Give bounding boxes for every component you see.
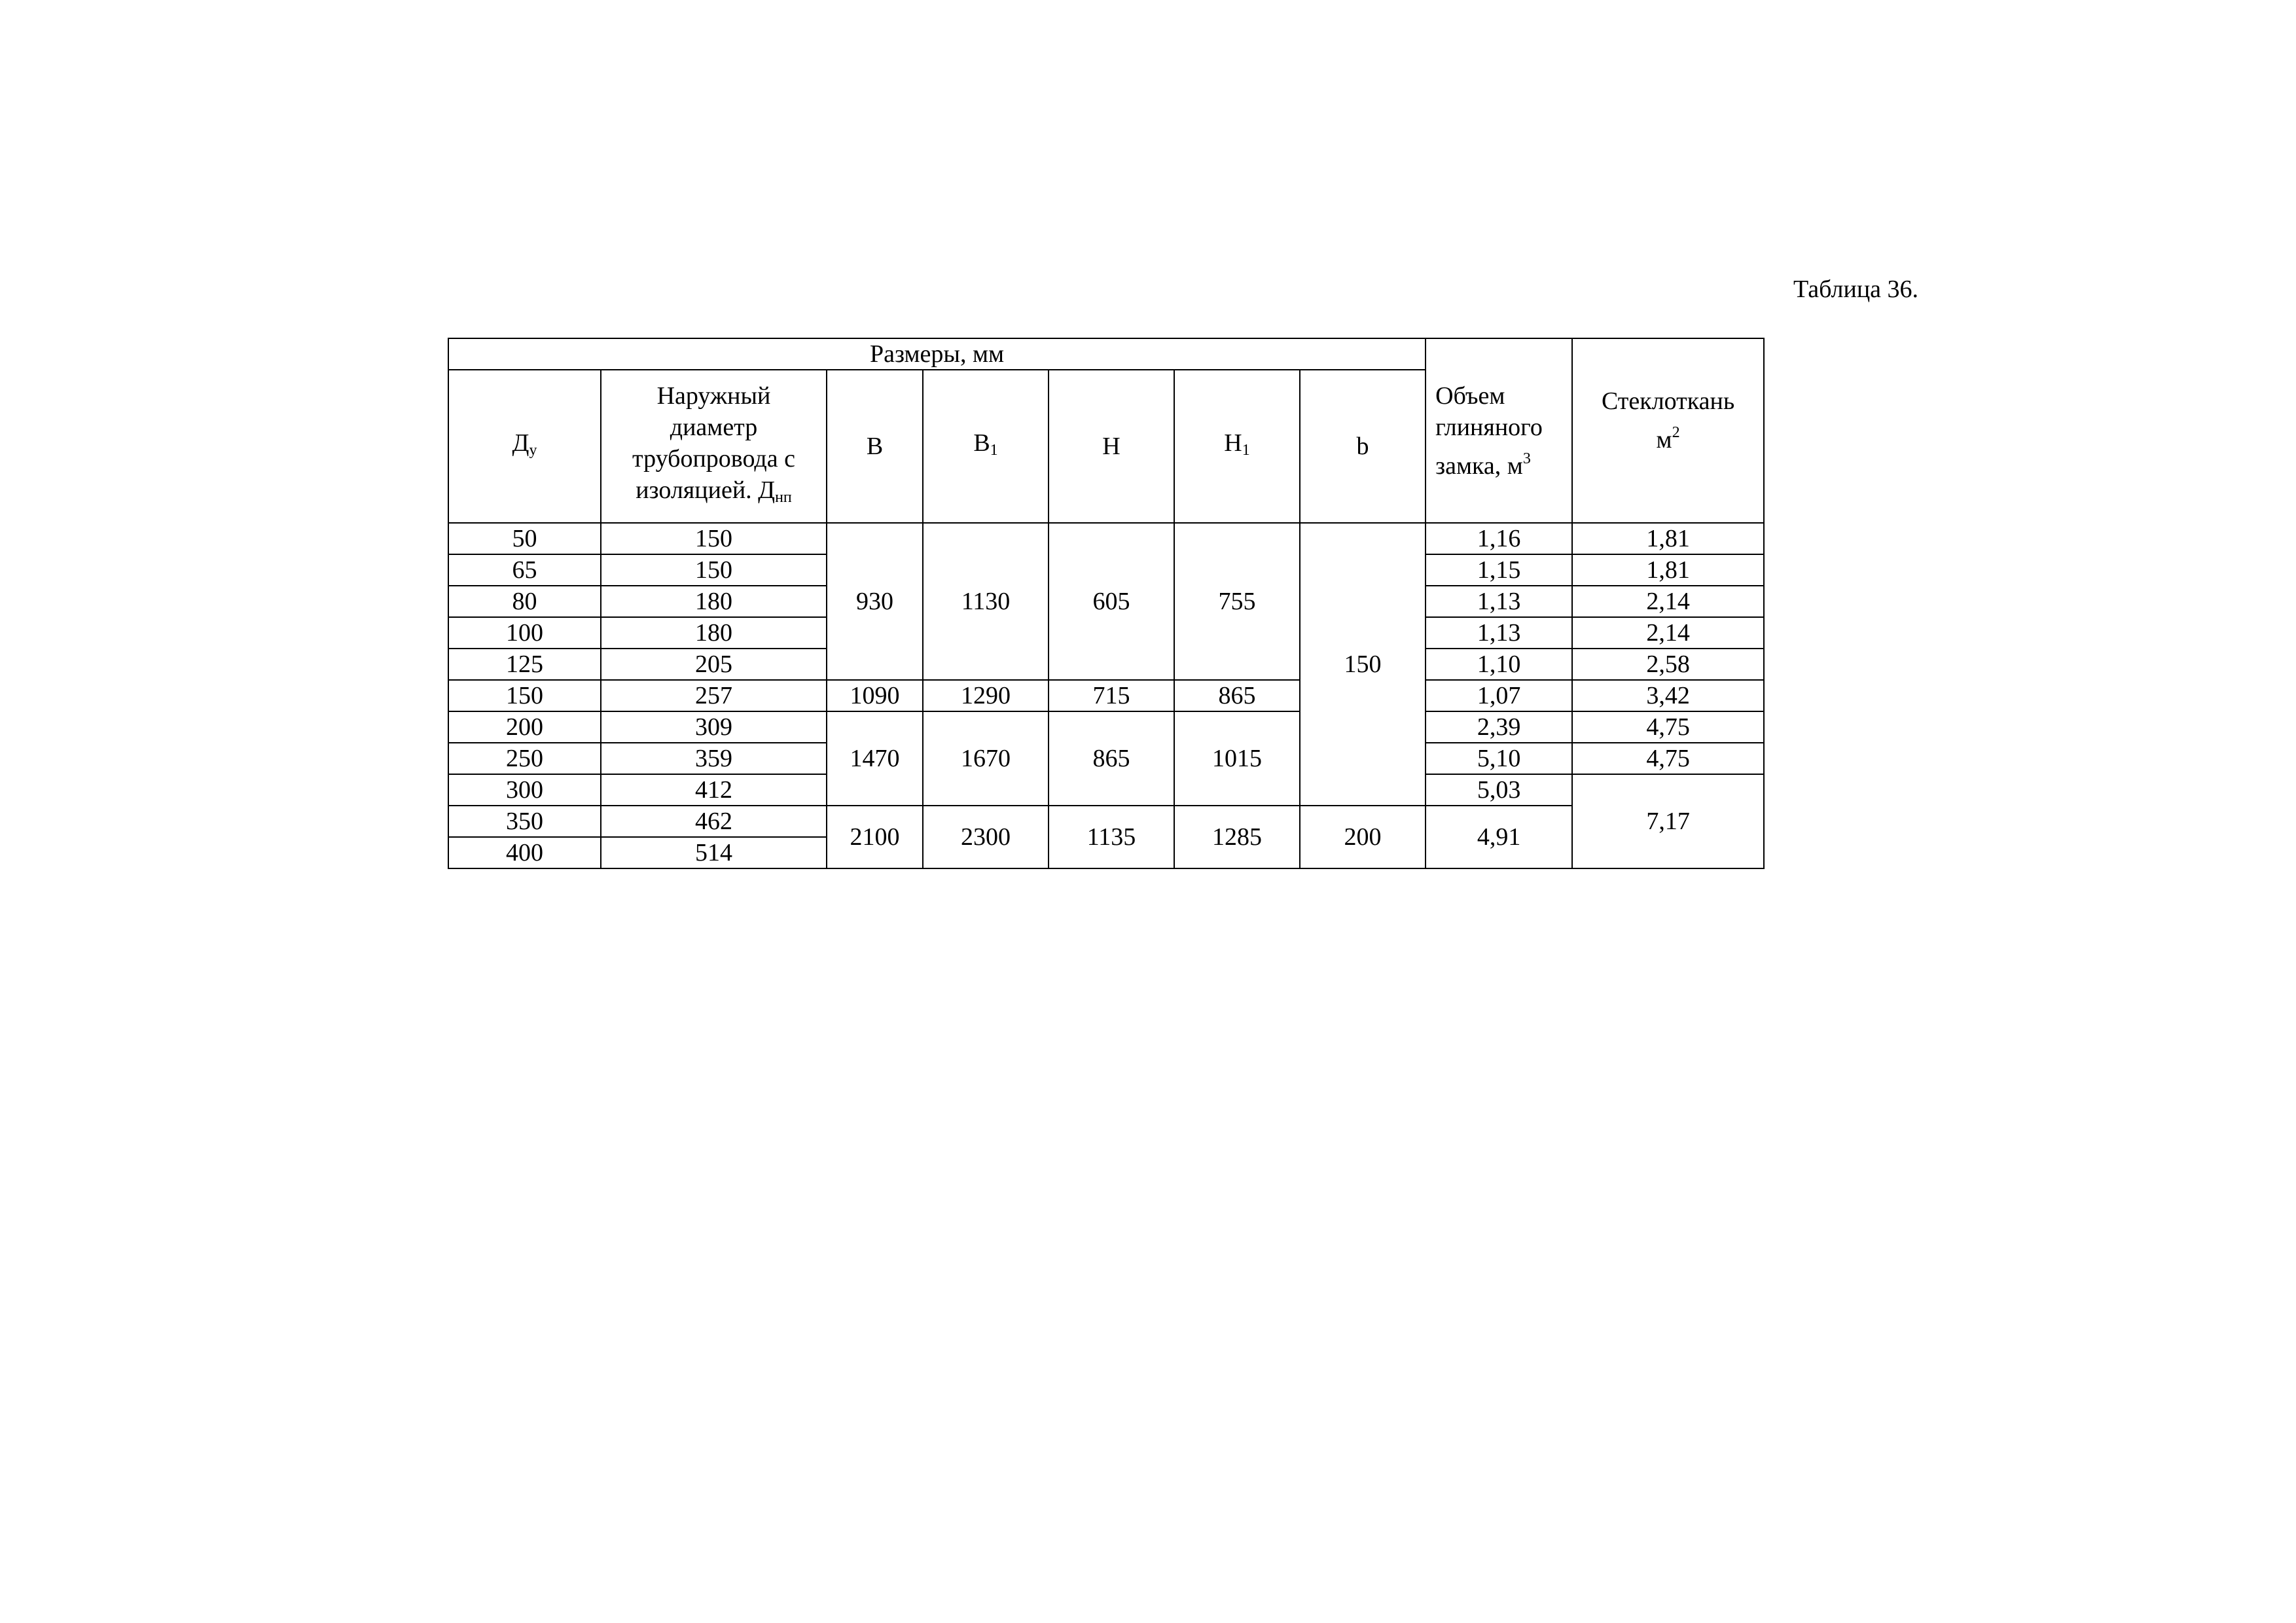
cell-dnp: 359 <box>601 743 827 774</box>
cell-volume: 1,13 <box>1426 586 1572 617</box>
cell-du: 250 <box>448 743 601 774</box>
header-fiberglass: Стеклоткань $м^2$ <box>1572 338 1764 523</box>
cell-b1-group3: 1670 <box>923 711 1049 806</box>
cell-volume: 1,16 <box>1426 523 1572 554</box>
table-row <box>448 523 1764 554</box>
cell-h1-group1: 755 <box>1174 523 1300 680</box>
cell-du: 350 <box>448 806 601 837</box>
cell-h1-group3: 1015 <box>1174 711 1300 806</box>
cell-volume: 1,10 <box>1426 649 1572 680</box>
cell-dnp: 462 <box>601 806 827 837</box>
cell-dnp: 180 <box>601 586 827 617</box>
cell-volume: 5,10 <box>1426 743 1572 774</box>
cell-dnp: 412 <box>601 774 827 806</box>
cell-du: 100 <box>448 617 601 649</box>
cell-fiberglass: 2,58 <box>1572 649 1764 680</box>
table-row <box>448 680 1764 711</box>
cell-du: 150 <box>448 680 601 711</box>
header-b-big: B <box>827 370 923 523</box>
table-row <box>448 806 1764 837</box>
cell-h-group3: 865 <box>1049 711 1174 806</box>
cell-b-small-main: 150 <box>1300 523 1426 806</box>
cell-h-group1: 605 <box>1049 523 1174 680</box>
cell-dnp: 205 <box>601 649 827 680</box>
cell-du: 65 <box>448 554 601 586</box>
cell-fiberglass: 1,81 <box>1572 523 1764 554</box>
cell-b1-group4: 2300 <box>923 806 1049 868</box>
cell-h-group2: 715 <box>1049 680 1174 711</box>
cell-fiberglass: 3,42 <box>1572 680 1764 711</box>
cell-b-group4: 2100 <box>827 806 923 868</box>
cell-dnp: 150 <box>601 554 827 586</box>
header-h1: $H_1$ <box>1174 370 1300 523</box>
cell-fiberglass-last: 7,17 <box>1572 774 1764 868</box>
header-row-group <box>448 338 1764 370</box>
cell-volume: 2,39 <box>1426 711 1572 743</box>
cell-fiberglass: 4,75 <box>1572 711 1764 743</box>
cell-fiberglass: 1,81 <box>1572 554 1764 586</box>
header-h: H <box>1049 370 1174 523</box>
header-du: $Д_у$ <box>448 370 601 523</box>
cell-du: 80 <box>448 586 601 617</box>
cell-du: 50 <box>448 523 601 554</box>
cell-volume: 5,03 <box>1426 774 1572 806</box>
cell-h1-group2: 865 <box>1174 680 1300 711</box>
cell-fiberglass: 2,14 <box>1572 586 1764 617</box>
cell-b1-group2: 1290 <box>923 680 1049 711</box>
cell-du: 200 <box>448 711 601 743</box>
cell-dnp: 150 <box>601 523 827 554</box>
header-b1: $B_1$ <box>923 370 1049 523</box>
table-row <box>448 711 1764 743</box>
cell-volume-group4: 4,91 <box>1426 806 1572 868</box>
cell-fiberglass: 4,75 <box>1572 743 1764 774</box>
table-caption: Таблица 36. <box>1793 276 1919 303</box>
cell-h-group4: 1135 <box>1049 806 1174 868</box>
header-b-small: b <box>1300 370 1426 523</box>
cell-du: 300 <box>448 774 601 806</box>
cell-b-group2: 1090 <box>827 680 923 711</box>
cell-volume: 1,13 <box>1426 617 1572 649</box>
header-outer-diameter: Наружный диаметр трубопровода с изоляцией. $Д_{нп}$ <box>601 370 827 523</box>
dimensions-table <box>448 338 1765 869</box>
cell-b-small-group4: 200 <box>1300 806 1426 868</box>
cell-dnp: 257 <box>601 680 827 711</box>
cell-b-group3: 1470 <box>827 711 923 806</box>
cell-dnp: 309 <box>601 711 827 743</box>
cell-volume: 1,15 <box>1426 554 1572 586</box>
cell-b1-group1: 1130 <box>923 523 1049 680</box>
header-dimensions-group: Размеры, мм <box>448 338 1426 370</box>
cell-dnp: 514 <box>601 837 827 868</box>
cell-h1-group4: 1285 <box>1174 806 1300 868</box>
header-volume: Объем глиняного замка, $м^3$ <box>1426 338 1572 523</box>
cell-volume: 1,07 <box>1426 680 1572 711</box>
cell-b-group1: 930 <box>827 523 923 680</box>
cell-du: 400 <box>448 837 601 868</box>
cell-fiberglass: 2,14 <box>1572 617 1764 649</box>
cell-dnp: 180 <box>601 617 827 649</box>
cell-du: 125 <box>448 649 601 680</box>
